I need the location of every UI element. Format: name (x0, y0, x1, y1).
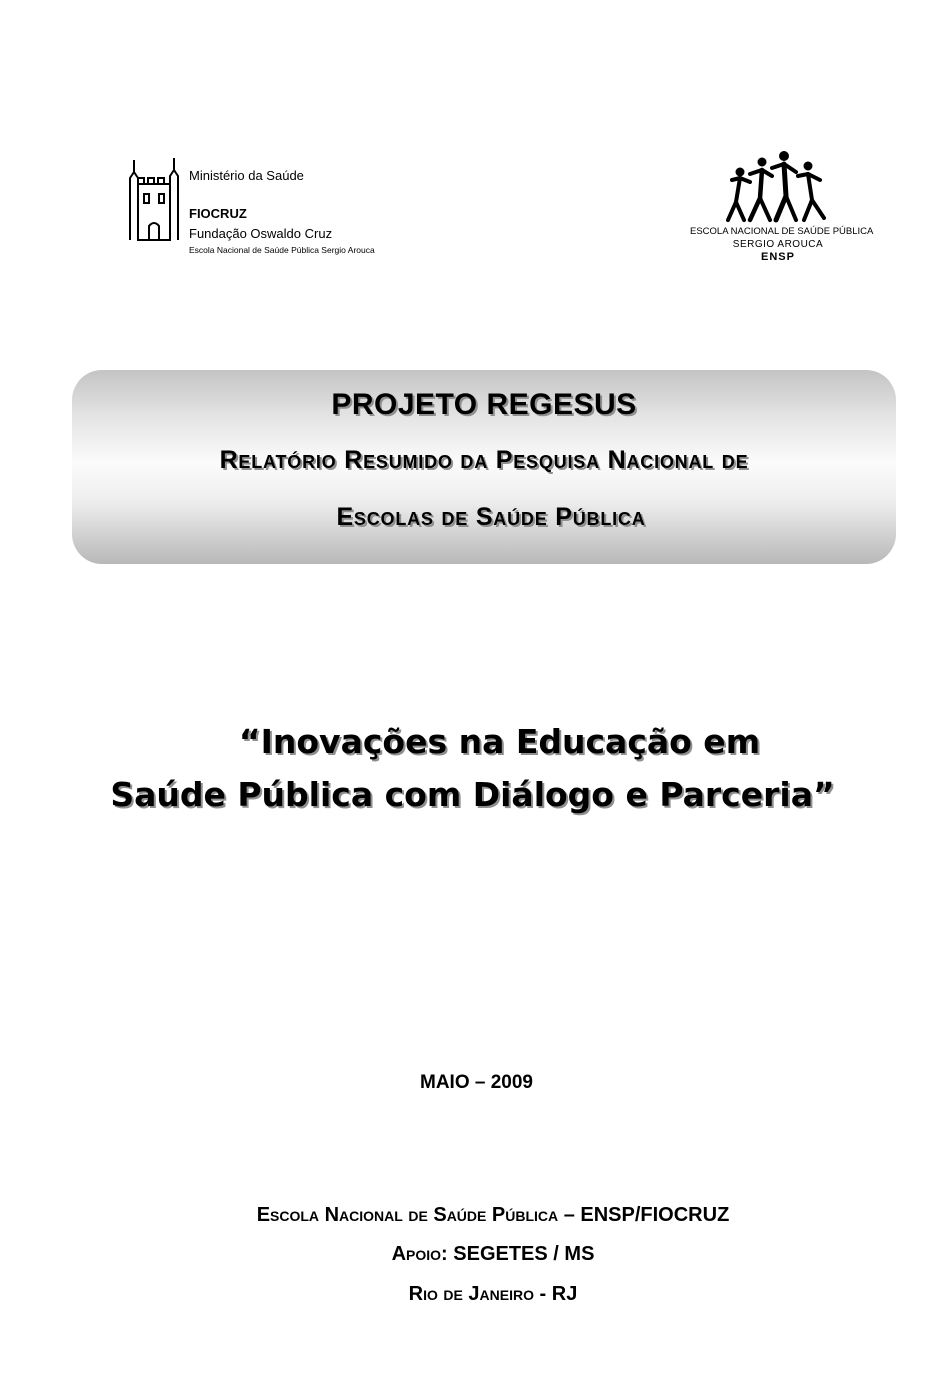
project-title: PROJETO REGESUS (331, 388, 637, 421)
fiocruz-label: FIOCRUZ (189, 206, 247, 221)
foundation-label: Fundação Oswaldo Cruz (189, 226, 333, 241)
subtitle-line2: Saúde Pública com Diálogo e Parceria” (110, 775, 835, 814)
ministry-label: Ministério da Saúde (189, 168, 304, 183)
school-label: Escola Nacional de Saúde Pública Sergio Arouca (189, 245, 375, 255)
ensp-acronym-label: ENSP (761, 251, 795, 263)
ensp-school-label: ESCOLA NACIONAL DE SAÚDE PÚBLICA (690, 226, 874, 237)
ensp-logo (690, 150, 874, 268)
footer-support: Apoio: SEGETES / MS (391, 1243, 595, 1265)
fiocruz-castle-icon (126, 156, 182, 242)
report-title-line1: Relatório Resumido da Pesquisa Nacional de (219, 446, 749, 474)
ensp-people-icon (722, 150, 830, 226)
title-banner (72, 370, 896, 564)
report-title-line2: Escolas de Saúde Pública (336, 503, 646, 531)
fiocruz-logo (126, 156, 386, 260)
subtitle-line1: “Inovações na Educação em (238, 722, 761, 761)
ensp-name-label: SERGIO AROUCA (732, 239, 824, 250)
publication-date: MAIO – 2009 (420, 1072, 533, 1093)
footer-institution: Escola Nacional de Saúde Pública – ENSP/FIOCRUZ (256, 1204, 730, 1226)
footer-location: Rio de Janeiro - RJ (408, 1283, 578, 1305)
